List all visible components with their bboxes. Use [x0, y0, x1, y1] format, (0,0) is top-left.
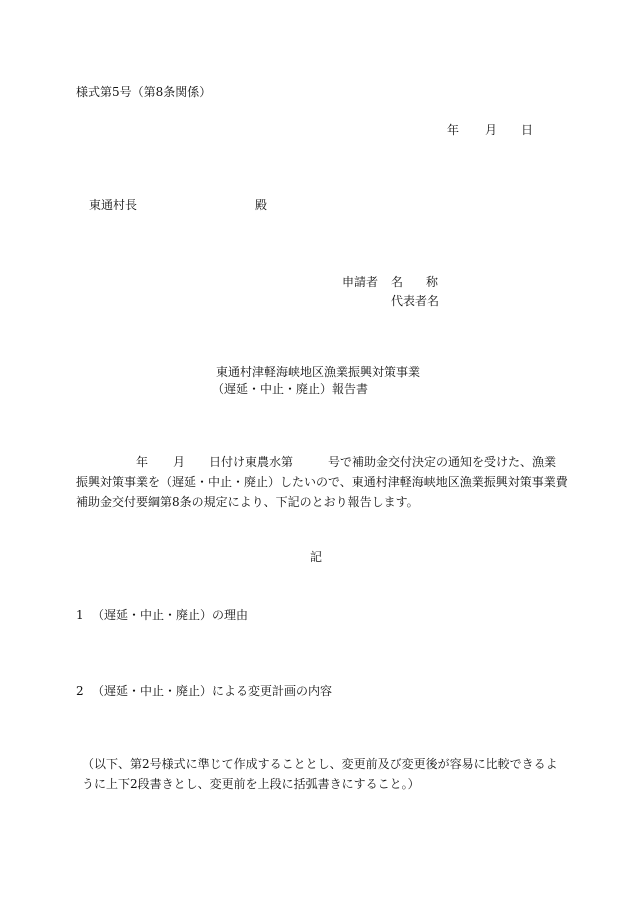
- note-line-2: うに上下2段書きとし、変更前を上段に括弧書きにすること。）: [82, 777, 420, 791]
- ki-heading: 記: [310, 550, 323, 564]
- applicant-name-label-2: 称: [426, 275, 439, 289]
- representative-label: 代表者名: [391, 294, 440, 308]
- applicant-name-label-1: 名: [391, 275, 404, 289]
- date-year: 年: [447, 123, 460, 137]
- title-line-1: 東通村津軽海峡地区漁業振興対策事業: [216, 365, 421, 379]
- addressee-name: 東通村長: [89, 198, 138, 212]
- date-month: 月: [485, 123, 498, 137]
- item-2-text: （遅延・中止・廃止）による変更計画の内容: [92, 684, 333, 698]
- title-line-2: （遅延・中止・廃止）報告書: [212, 382, 369, 396]
- body-line-2: 振興対策事業を（遅延・中止・廃止）したいので、東通村津軽海峡地区漁業振興対策事業費: [76, 475, 568, 489]
- body-line-1-rest: 号で補助金交付決定の通知を受けた、漁業: [328, 455, 557, 469]
- item-2-number: 2: [76, 684, 84, 698]
- addressee-honorific: 殿: [255, 198, 268, 212]
- form-label: 様式第5号（第8条関係）: [76, 85, 212, 99]
- date-day: 日: [521, 123, 534, 137]
- item-1-number: 1: [76, 608, 84, 622]
- body-year: 年: [136, 455, 149, 469]
- body-month: 月: [173, 455, 186, 469]
- item-1-text: （遅延・中止・廃止）の理由: [92, 608, 249, 622]
- body-date-ref: 日付け東農水第: [209, 455, 294, 469]
- body-line-3: 補助金交付要綱第8条の規定により、下記のとおり報告します。: [76, 495, 419, 509]
- applicant-label: 申請者: [342, 275, 379, 289]
- note-line-1: （以下、第2号様式に準じて作成することとし、変更前及び変更後が容易に比較できるよ: [82, 757, 558, 771]
